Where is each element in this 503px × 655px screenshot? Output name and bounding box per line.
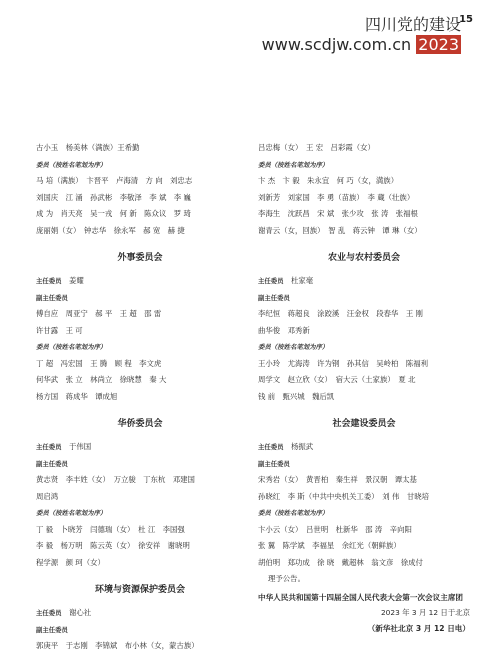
- right-column: [258, 140, 470, 638]
- committee-title: 外事委员会: [117, 253, 163, 263]
- magazine-url: [262, 35, 461, 54]
- text-line: 胡伯明 郑功成 徐 晓 戴超林 翁文彦 徐成付: [258, 557, 423, 567]
- section-label: 副主任委员: [36, 293, 68, 302]
- section-label: 主任委员: [36, 277, 62, 285]
- text-line: 何华武 张 立 林尚立 徐晓慧 秦 大: [36, 375, 167, 384]
- text-line: 丁 超 冯宏国 王 腾 顾 程 李文虎: [36, 358, 162, 368]
- issue-date: 2023 年 3 月 12 日于北京: [380, 607, 470, 617]
- section-label: 主任委员: [258, 443, 284, 451]
- text-line: 庞丽娟（女） 钟志华 徐永军 郝 宽 赫 捷: [36, 225, 185, 235]
- text-line: 理予公告。: [268, 574, 305, 583]
- left-column: [36, 140, 244, 655]
- section-label: 主任委员: [258, 277, 284, 285]
- page-header: [262, 12, 461, 54]
- committee-title: 环境与资源保护委员会: [94, 585, 185, 595]
- text-line: 丁 毅 卜晓芳 闫德瑞（女） 杜 江 李国强: [36, 524, 185, 534]
- section-label: 副主任委员: [36, 459, 68, 468]
- text-line: 钱 前 甄兴城 魏后凯: [258, 391, 335, 401]
- text-line: 谢心社: [68, 608, 92, 617]
- news-source: （新华社北京 3 月 12 日电）: [367, 624, 470, 633]
- text-line: 吕忠梅（女） 王 宏 吕彩霞（女）: [258, 143, 375, 152]
- section-label: 委员（按姓名笔划为序）: [36, 343, 107, 351]
- text-line: 郭庚平 于志刚 李锦斌 布小林（女，蒙古族）: [36, 641, 199, 650]
- magazine-name: 四川党的建设: [364, 15, 461, 34]
- section-label: 副主任委员: [258, 459, 290, 468]
- committee-title: 社会建设委员会: [332, 419, 396, 429]
- text-line: 刘新芳 刘家国 李 勇（苗族） 李 蔵（壮族）: [258, 192, 415, 202]
- committee-title: 华侨委员会: [117, 419, 163, 429]
- section-label: 主任委员: [36, 443, 62, 451]
- section-label: 委员（按姓名笔划为序）: [36, 509, 107, 517]
- text-line: 李 毅 杨万明 陈云英（女） 徐安祥 谢晓明: [36, 541, 190, 550]
- text-line: 王小玲 尤海涛 许为钢 孙其信 吴岭柏 陈福利: [258, 358, 428, 368]
- text-line: 许甘露 王 可: [36, 325, 83, 335]
- text-line: 杨振武: [290, 442, 314, 451]
- text-line: 孙晓红 李 斯（中共中央机关工委） 刘 伟 甘晓培: [258, 491, 429, 501]
- presidium-signature: 中华人民共和国第十四届全国人民代表大会第一次会议主席团: [258, 592, 464, 602]
- text-line: 周启鸿: [36, 491, 59, 501]
- text-line: 李纪恒 蒋超良 涂跤溪 汪金权 段春华 王 刚: [258, 309, 423, 318]
- text-line: 于伟国: [68, 442, 92, 451]
- text-line: 张 翼 陈学斌 李福星 余红光（朝鲜族）: [258, 541, 401, 550]
- text-line: 周学文 赵立欣（女） 宿大云（土家族） 夏 北: [258, 375, 416, 384]
- text-line: 曲华俊 邓秀新: [258, 325, 310, 335]
- section-label: 委员（按姓名笔划为序）: [258, 160, 329, 169]
- text-line: 杜家毫: [290, 276, 314, 285]
- page-number: 15: [459, 14, 473, 25]
- committee-title: 农业与农村委员会: [327, 253, 400, 263]
- text-line: 杨方国 蒋成华 谭成旭: [36, 391, 118, 401]
- text-line: 成 为 肖天亮 吴一戎 何 新 陈众议 罗 琦: [36, 209, 191, 218]
- section-label: 委员（按姓名笔划为序）: [36, 160, 107, 169]
- text-line: 刘国庆 江 涌 孙武彬 李敬泽 李 斌 李 巍: [36, 192, 191, 202]
- text-line: 李海生 沈跃昌 宋 斌 张少攻 张 涛 张福根: [258, 209, 418, 218]
- url-text: www.scdjw.com.cn: [261, 35, 412, 54]
- text-line: 古小玉 杨美林（满族）王希勤: [36, 143, 140, 152]
- text-line: 宋秀岩（女） 黄晋柏 秦生祥 景汉朝 谭太基: [258, 475, 417, 484]
- text-line: 谢青云（女，回族） 智 乱 蒋云钟 谭 琳（女）: [258, 225, 422, 235]
- year-badge: 2023: [418, 35, 459, 54]
- section-label: 委员（按姓名笔划为序）: [258, 509, 329, 517]
- section-label: 委员（按姓名笔划为序）: [258, 343, 329, 351]
- text-line: 卞小云（女） 吕世明 杜新华 邵 涛 辛向阳: [258, 524, 412, 534]
- section-label: 副主任委员: [258, 293, 290, 302]
- text-line: 程学源 颜 珂（女）: [36, 557, 105, 567]
- text-line: 马 培（满族） 卞晋平 卢海清 方 向 刘忠志: [36, 176, 193, 185]
- text-line: 卞 杰 卞 毅 朱永宜 何 巧（女，満族）: [258, 176, 399, 185]
- section-label: 主任委员: [36, 609, 62, 617]
- section-label: 副主任委员: [36, 625, 68, 634]
- text-line: 傅自应 周亚宁 郝 平 王 超 邵 雷: [36, 309, 162, 318]
- text-line: 黄志贤 李丰姓（女） 万立骏 丁东杭 邓建国: [36, 475, 195, 484]
- text-line: 姜耀: [68, 276, 99, 285]
